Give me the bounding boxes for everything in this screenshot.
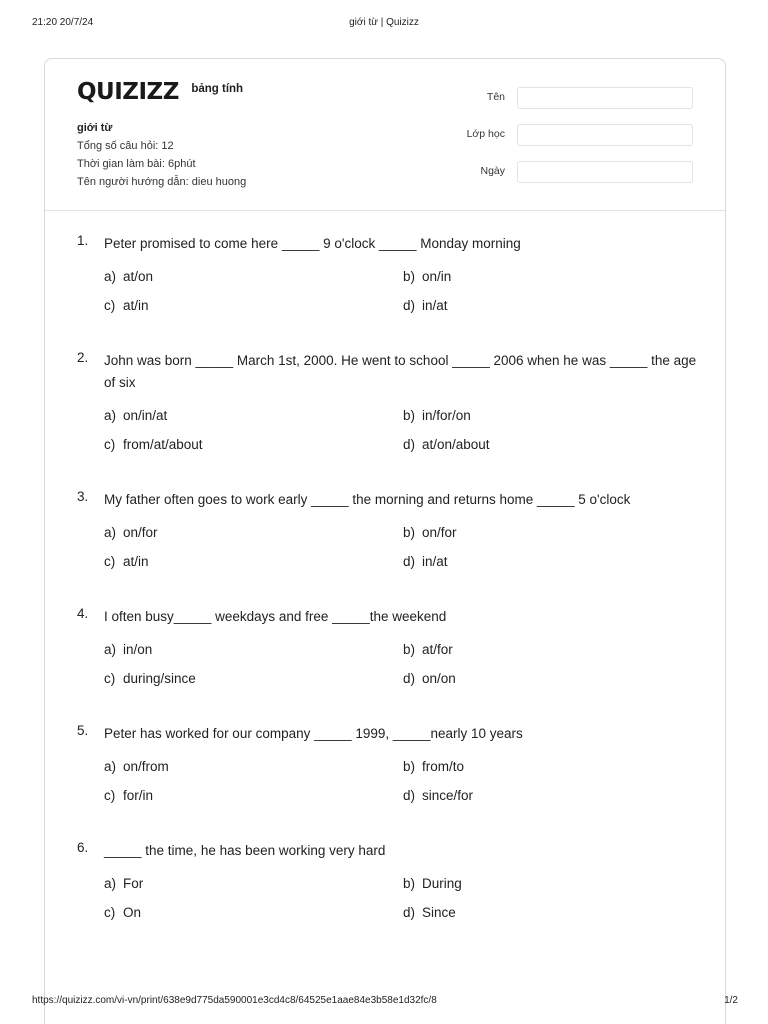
answer-option[interactable] bbox=[104, 408, 167, 423]
option-text: at/in bbox=[123, 298, 149, 313]
option-text: On bbox=[123, 905, 142, 920]
option-letter: b) bbox=[403, 759, 416, 774]
option-letter: b) bbox=[403, 408, 416, 423]
question bbox=[77, 606, 697, 686]
answer-option[interactable] bbox=[104, 905, 141, 920]
option-text: on/in/at bbox=[123, 408, 168, 423]
answer-option[interactable] bbox=[104, 642, 152, 657]
class-row bbox=[453, 124, 693, 161]
option-text: since/for bbox=[422, 788, 474, 803]
print-datetime: 21:20 20/7/24 bbox=[32, 17, 94, 28]
option-text: on/in bbox=[422, 269, 452, 284]
option-letter: b) bbox=[403, 642, 416, 657]
question-number: 6. bbox=[77, 840, 89, 855]
question bbox=[77, 489, 697, 569]
answer-option[interactable] bbox=[403, 876, 462, 891]
option-letter: c) bbox=[104, 298, 116, 313]
answer-option[interactable] bbox=[104, 525, 158, 540]
option-letter: d) bbox=[403, 671, 416, 686]
answer-option[interactable] bbox=[104, 269, 153, 284]
option-letter: b) bbox=[403, 876, 416, 891]
option-letter: d) bbox=[403, 905, 416, 920]
option-text: on/on bbox=[422, 671, 456, 686]
question-text: I often busy_____ weekdays and free _____the weekend bbox=[104, 609, 447, 624]
date-row bbox=[453, 161, 693, 198]
option-letter: c) bbox=[104, 671, 116, 686]
option-text: For bbox=[123, 876, 144, 891]
time-limit: Thời gian làm bài: 6phút bbox=[77, 158, 196, 170]
answer-option[interactable] bbox=[104, 298, 149, 313]
answer-option[interactable] bbox=[104, 759, 169, 774]
answer-option[interactable] bbox=[403, 642, 453, 657]
answer-option[interactable] bbox=[403, 437, 490, 452]
option-text: for/in bbox=[123, 788, 154, 803]
option-text: at/in bbox=[123, 554, 149, 569]
answer-option[interactable] bbox=[403, 525, 457, 540]
option-text: during/since bbox=[123, 671, 196, 686]
page-number: 1/2 bbox=[724, 995, 738, 1006]
answer-option[interactable] bbox=[104, 437, 203, 452]
option-letter: a) bbox=[104, 642, 117, 657]
print-page-title: giới từ | Quizizz bbox=[349, 17, 419, 28]
date-field[interactable] bbox=[517, 161, 693, 183]
option-text: on/for bbox=[422, 525, 457, 540]
option-letter: c) bbox=[104, 437, 116, 452]
option-letter: d) bbox=[403, 437, 416, 452]
brand bbox=[77, 79, 243, 109]
worksheet-header bbox=[45, 59, 725, 211]
option-text: During bbox=[422, 876, 462, 891]
option-text: at/for bbox=[422, 642, 453, 657]
date-label: Ngày bbox=[480, 165, 505, 177]
option-text: from/to bbox=[422, 759, 465, 774]
option-text: on/from bbox=[123, 759, 169, 774]
answer-option[interactable] bbox=[104, 554, 149, 569]
option-letter: d) bbox=[403, 788, 416, 803]
print-footer bbox=[32, 995, 738, 1009]
class-label: Lớp học bbox=[466, 128, 505, 140]
answer-option[interactable] bbox=[403, 298, 448, 313]
option-letter: c) bbox=[104, 788, 116, 803]
instructor-name: Tên người hướng dẫn: dieu huong bbox=[77, 176, 247, 188]
option-letter: c) bbox=[104, 905, 116, 920]
quizizz-logo: QUIZIZZ bbox=[77, 79, 179, 105]
answer-option[interactable] bbox=[403, 408, 471, 423]
name-field[interactable] bbox=[517, 87, 693, 109]
option-text: at/on bbox=[123, 269, 154, 284]
answer-option[interactable] bbox=[104, 788, 153, 803]
quiz-meta bbox=[77, 119, 246, 191]
print-header bbox=[32, 17, 736, 31]
option-letter: b) bbox=[403, 525, 416, 540]
option-text: on/for bbox=[123, 525, 158, 540]
question-text: _____ the time, he has been working very hard bbox=[104, 843, 386, 858]
question-text: My father often goes to work early _____ the morning and returns home _____ 5 o'clock bbox=[104, 492, 631, 507]
question-number: 4. bbox=[77, 606, 89, 621]
answer-option[interactable] bbox=[104, 876, 143, 891]
quiz-title: giới từ bbox=[77, 122, 113, 134]
name-row bbox=[453, 87, 693, 124]
question-text: John was born _____ March 1st, 2000. He went to school _____ 2006 when he was _____ the age of six bbox=[104, 353, 697, 390]
question bbox=[77, 723, 697, 803]
question bbox=[77, 840, 697, 920]
question-number: 3. bbox=[77, 489, 89, 504]
option-text: from/at/about bbox=[123, 437, 203, 452]
answer-option[interactable] bbox=[403, 269, 451, 284]
option-text: in/for/on bbox=[422, 408, 471, 423]
student-fields bbox=[453, 87, 693, 198]
option-text: Since bbox=[422, 905, 456, 920]
worksheet-card bbox=[44, 58, 726, 1024]
option-letter: b) bbox=[403, 269, 416, 284]
option-text: in/at bbox=[422, 554, 448, 569]
option-text: in/at bbox=[422, 298, 448, 313]
option-letter: a) bbox=[104, 269, 117, 284]
option-letter: d) bbox=[403, 554, 416, 569]
question bbox=[77, 233, 697, 313]
worksheet-type: bảng tính bbox=[191, 83, 244, 95]
question-number: 1. bbox=[77, 233, 89, 248]
name-label: Tên bbox=[486, 91, 505, 103]
option-letter: a) bbox=[104, 876, 117, 891]
total-questions: Tổng số câu hỏi: 12 bbox=[77, 140, 174, 152]
print-url: https://quizizz.com/vi-vn/print/638e9d775da590001e3cd4c8/64525e1aae84e3b58e1d32fc/8 bbox=[32, 995, 437, 1006]
option-text: in/on bbox=[123, 642, 153, 657]
option-text: at/on/about bbox=[422, 437, 490, 452]
option-letter: a) bbox=[104, 408, 117, 423]
answer-option[interactable] bbox=[104, 671, 196, 686]
question-number: 2. bbox=[77, 350, 89, 365]
class-field[interactable] bbox=[517, 124, 693, 146]
answer-option[interactable] bbox=[403, 759, 464, 774]
answer-option[interactable] bbox=[403, 671, 456, 686]
option-letter: a) bbox=[104, 759, 117, 774]
answer-option[interactable] bbox=[403, 788, 473, 803]
question bbox=[77, 350, 697, 452]
question-text: Peter promised to come here _____ 9 o'clock _____ Monday morning bbox=[104, 236, 521, 251]
option-letter: c) bbox=[104, 554, 116, 569]
answer-option[interactable] bbox=[403, 554, 448, 569]
answer-option[interactable] bbox=[403, 905, 456, 920]
question-number: 5. bbox=[77, 723, 89, 738]
option-letter: a) bbox=[104, 525, 117, 540]
question-text: Peter has worked for our company _____ 1999, _____nearly 10 years bbox=[104, 726, 523, 741]
option-letter: d) bbox=[403, 298, 416, 313]
